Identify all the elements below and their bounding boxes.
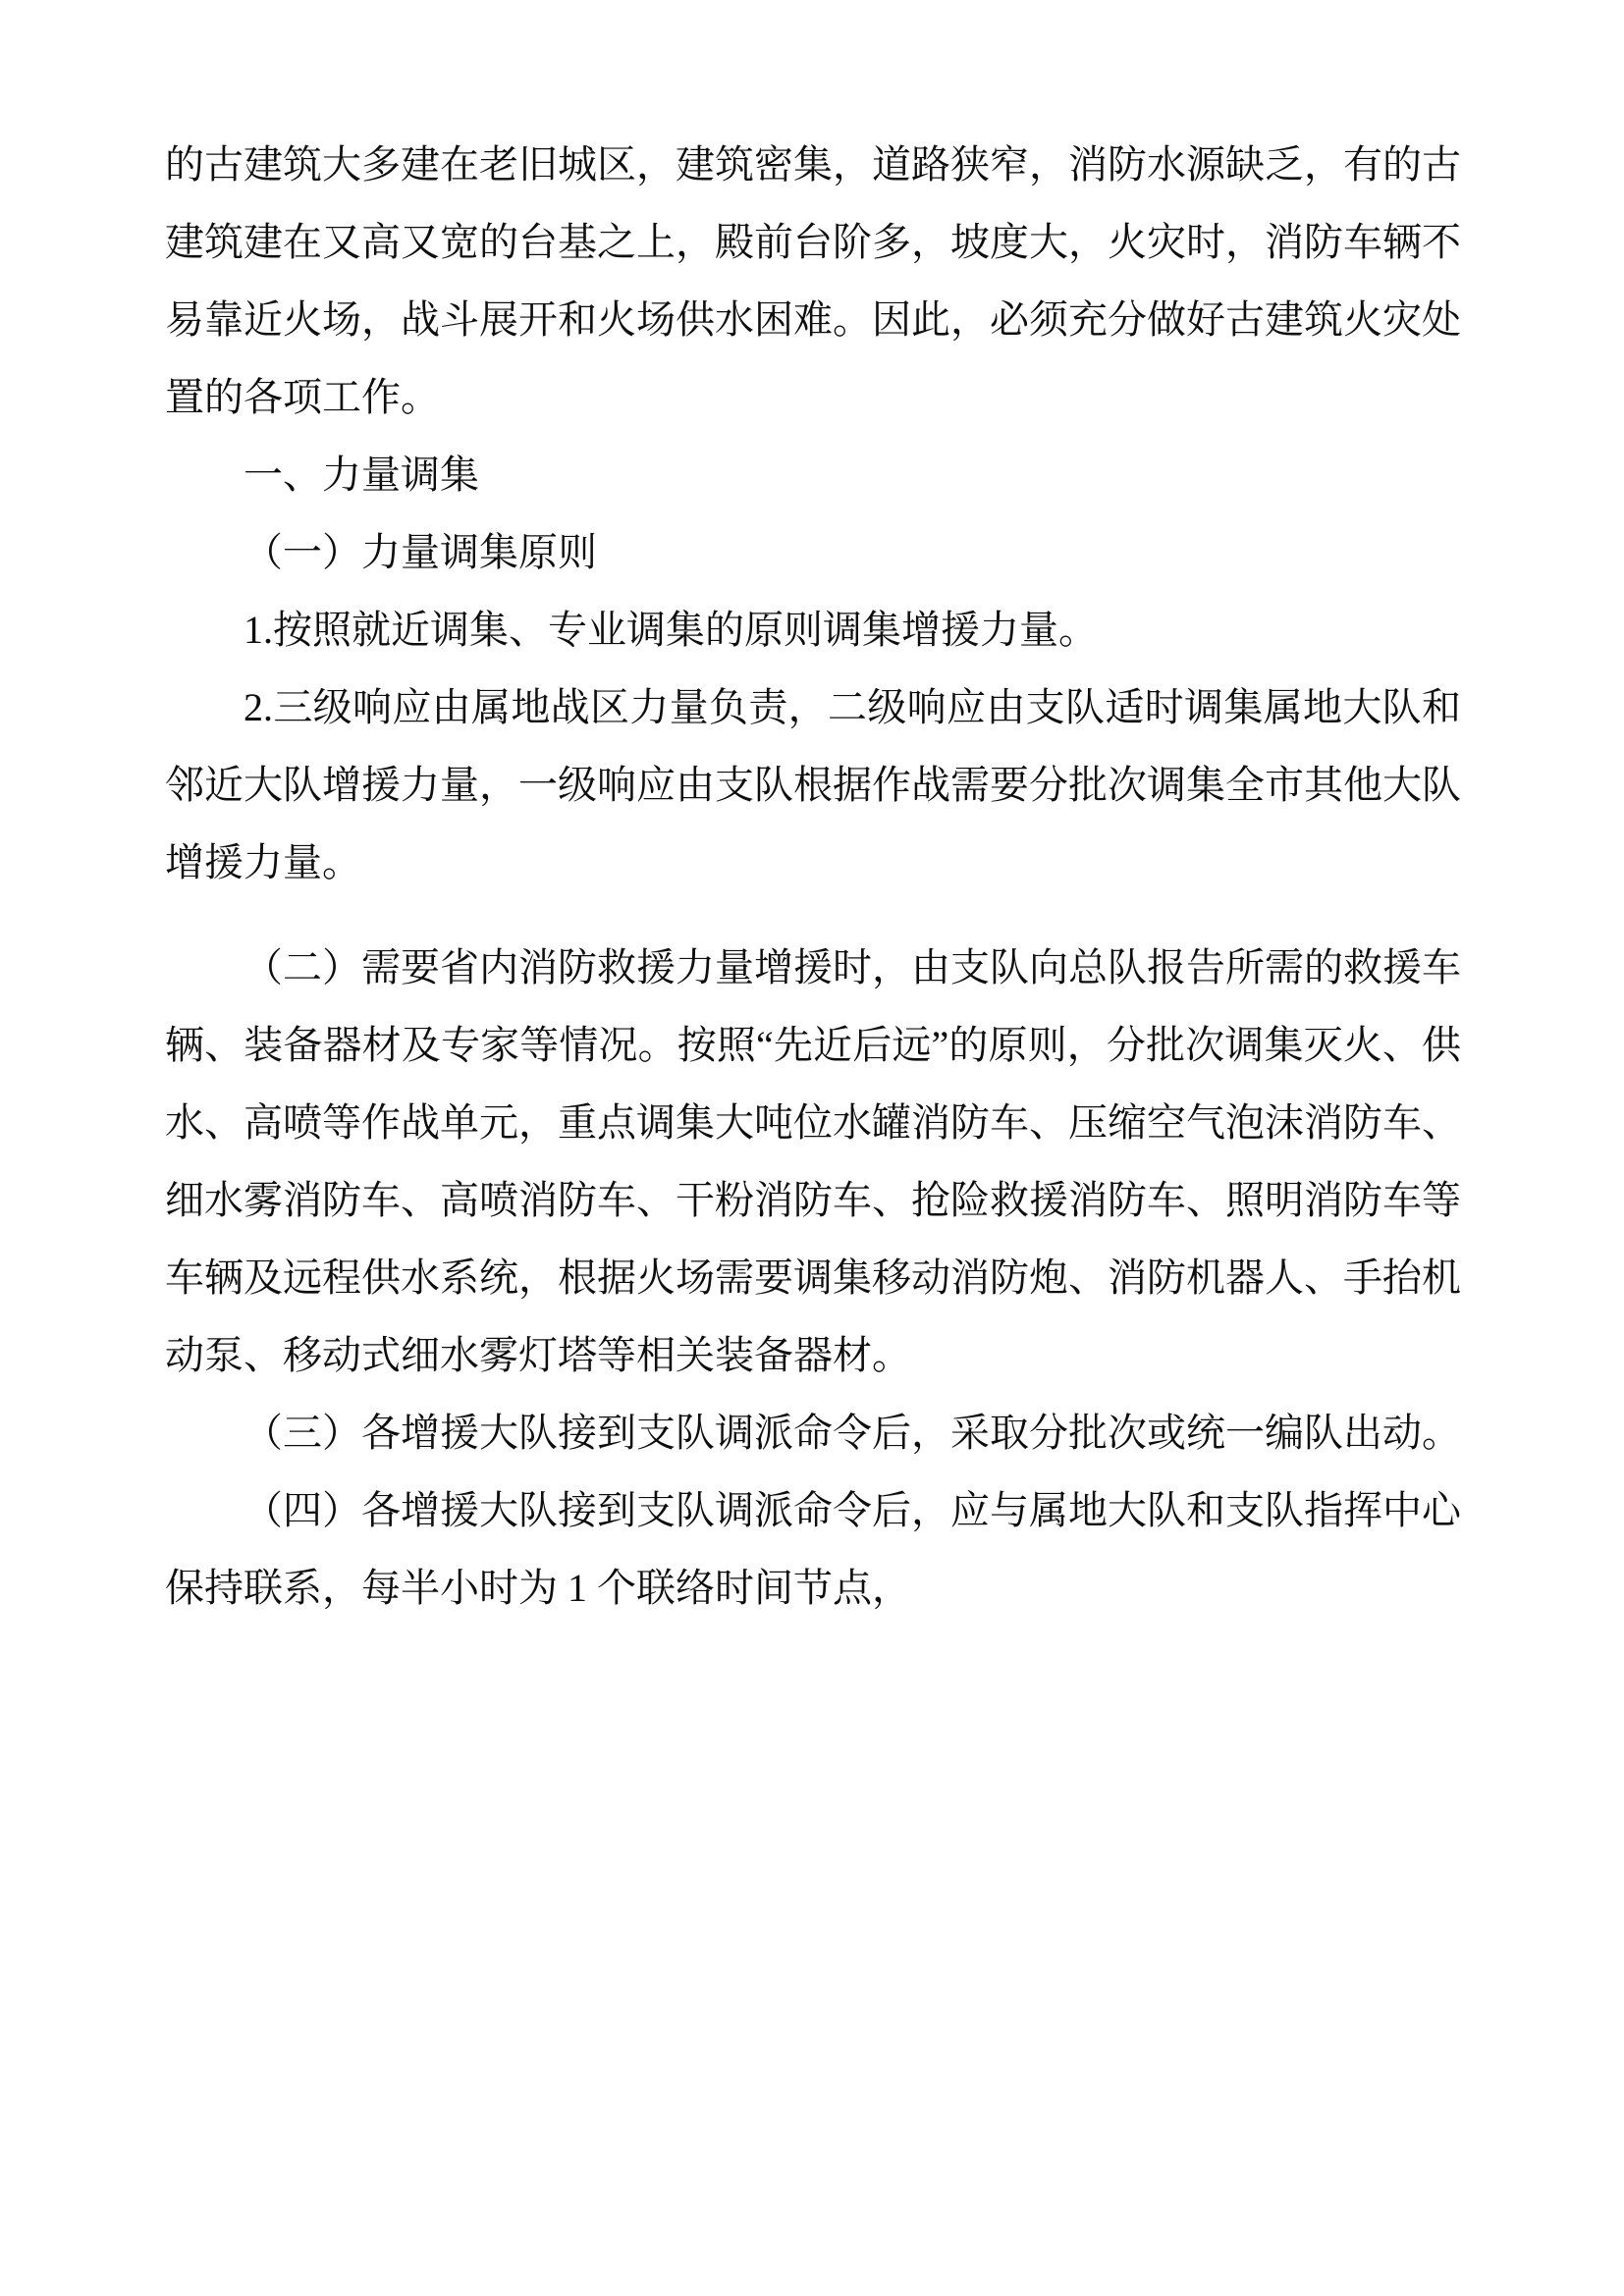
paragraph-2-provincial-reinforcement: （二）需要省内消防救援力量增援时，由支队向总队报告所需的救援车辆、装备器材及专家等情况。按照“先近后远”的原则，分批次调集灭火、供水、高喷等作战单元，重点调集大吨位水罐消防车、压缩空气泡沫消防车、细水雾消防车、高喷消防车、干粉消防车、抢险救援消防车、照明消防车等车辆及远程供水系统，根据火场需要调集移动消防炮、消防机器人、手抬机动泵、移动式细水雾灯塔等相关装备器材。 (165, 945, 1461, 1377)
subheading-1-mobilization-principles: （一）力量调集原则 (244, 530, 597, 574)
paragraph-4-contact-interval: （四）各增援大队接到支队调派命令后，应与属地大队和支队指挥中心保持联系，每半小时为 1 个联络时间节点， (165, 1488, 1461, 1610)
heading-section-1-force-mobilization: 一、力量调集 (244, 453, 479, 497)
paragraph-continuation-ancient-buildings: 的古建筑大多建在老旧城区，建筑密集，道路狭窄，消防水源缺乏，有的古建筑建在又高又宽的台基之上，殿前台阶多，坡度大，火灾时，消防车辆不易靠近火场，战斗展开和火场供水困难。因此，必须充分做好古建筑火灾处置的各项工作。 (165, 142, 1461, 419)
list-item-2-response-levels: 2.三级响应由属地战区力量负责，二级响应由支队适时调集属地大队和邻近大队增援力量，一级响应由支队根据作战需要分批次调集全市其他大队增援力量。 (165, 685, 1461, 884)
paragraph-3-dispatch-order-formation: （三）各增援大队接到支队调派命令后，采取分批次或统一编队出动。 (244, 1411, 1461, 1455)
list-item-1-nearby-professional-mobilization: 1.按照就近调集、专业调集的原则调集增援力量。 (244, 608, 1098, 652)
